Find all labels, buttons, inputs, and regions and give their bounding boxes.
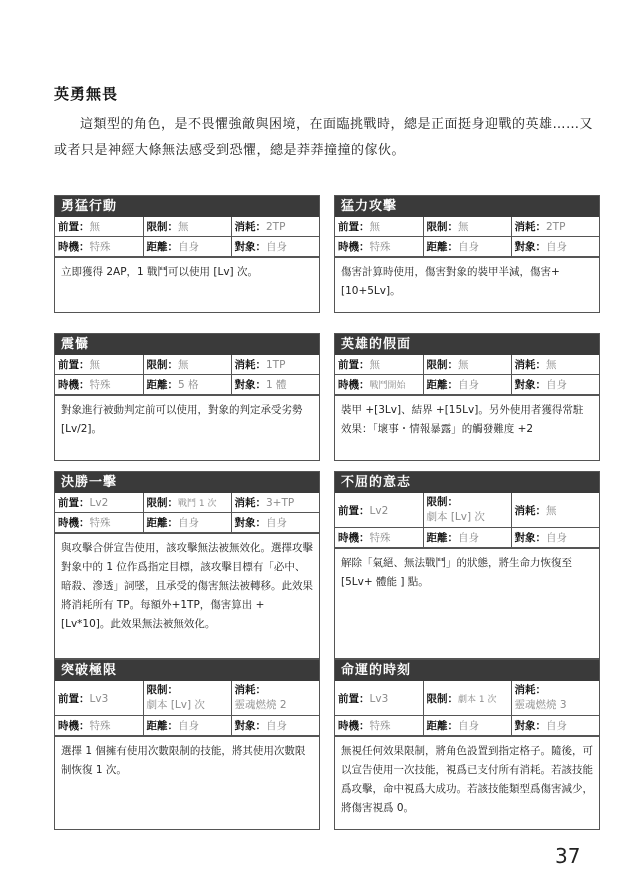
skill-title: 震懾	[55, 334, 319, 355]
skill-title: 突破極限	[55, 660, 319, 681]
skill-card	[54, 195, 320, 313]
target-cell: 對象：自身	[511, 716, 599, 736]
skill-stats	[55, 217, 319, 257]
skill-card	[54, 471, 320, 659]
skill-description: 選擇 1 個擁有使用次數限制的技能，將其使用次數限制恢復 1 次。	[55, 736, 319, 829]
timing-cell: 時機：特殊	[335, 716, 423, 736]
section-intro	[54, 112, 602, 164]
target-cell: 對象：自身	[231, 513, 319, 533]
target-cell: 對象：自身	[511, 528, 599, 548]
range-cell: 距離：自身	[423, 716, 511, 736]
skill-description: 傷害計算時使用，傷害對象的裝甲半減，傷害+[10+5Lv]。	[335, 257, 599, 312]
limit-cell: 限制：無	[423, 355, 511, 375]
limit-cell: 限制： 劇本 [Lv] 次	[143, 681, 231, 716]
target-cell: 對象：自身	[231, 237, 319, 257]
intro-paragraph: 這類型的角色，是不畏懼強敵與困境，在面臨挑戰時，總是正面挺身迎戰的英雄……又或者只是神經大條無法感受到恐懼，總是莽莽撞撞的傢伙。	[54, 117, 594, 158]
prereq-cell: 前置：Lv3	[55, 681, 143, 716]
limit-cell: 限制：無	[423, 217, 511, 237]
range-cell: 距離：5 格	[143, 375, 231, 395]
prereq-cell: 前置：Lv2	[335, 493, 423, 528]
skill-title: 命運的時刻	[335, 660, 599, 681]
skill-description: 立即獲得 2AP，1 戰鬥可以使用 [Lv] 次。	[55, 257, 319, 312]
range-cell: 距離：自身	[423, 375, 511, 395]
skill-title: 英雄的假面	[335, 334, 599, 355]
cost-cell: 消耗：無	[511, 355, 599, 375]
skill-card	[54, 333, 320, 461]
timing-cell: 時機：特殊	[55, 716, 143, 736]
range-cell: 距離：自身	[143, 237, 231, 257]
skill-description: 解除「氣絕、無法戰鬥」的狀態，將生命力恢復至 [5Lv+ 體能 ] 點。	[335, 548, 599, 658]
skill-stats	[55, 493, 319, 533]
target-cell: 對象：自身	[511, 237, 599, 257]
skill-card	[334, 471, 600, 659]
skill-description: 與攻擊合併宣告使用，該攻擊無法被無效化。選擇攻擊對象中的 1 位作爲指定目標，該攻擊目標有「必中、暗殺、滲透」詞墜，且承受的傷害無法被轉移。此效果將消耗所有 TP。每額外+1TP，傷害算出 +[Lv*10]。此效果無法被無效化。	[55, 533, 319, 658]
skill-card	[334, 195, 600, 313]
timing-cell: 時機：戰鬥開始	[335, 375, 423, 395]
skill-card	[54, 659, 320, 830]
limit-cell: 限制：劇本 1 次	[423, 681, 511, 716]
prereq-cell: 前置：Lv3	[335, 681, 423, 716]
cost-cell: 消耗： 靈魂燃燒 3	[511, 681, 599, 716]
cost-cell: 消耗：1TP	[231, 355, 319, 375]
skill-description: 對象進行被動判定前可以使用，對象的判定承受劣勢 [Lv/2]。	[55, 395, 319, 460]
target-cell: 對象：自身	[231, 716, 319, 736]
cost-cell: 消耗：無	[511, 493, 599, 528]
limit-cell: 限制：戰鬥 1 次	[143, 493, 231, 513]
prereq-cell: 前置：無	[55, 217, 143, 237]
target-cell: 對象：自身	[511, 375, 599, 395]
page-number: 37	[555, 844, 581, 868]
range-cell: 距離：自身	[423, 528, 511, 548]
skill-stats	[55, 355, 319, 395]
prereq-cell: 前置：無	[55, 355, 143, 375]
cost-cell: 消耗： 靈魂燃燒 2	[231, 681, 319, 716]
target-cell: 對象：1 體	[231, 375, 319, 395]
cost-cell: 消耗：3+TP	[231, 493, 319, 513]
timing-cell: 時機：特殊	[335, 528, 423, 548]
range-cell: 距離：自身	[143, 716, 231, 736]
skill-stats	[55, 681, 319, 736]
skill-title: 決勝一擊	[55, 472, 319, 493]
timing-cell: 時機：特殊	[55, 513, 143, 533]
range-cell: 距離：自身	[423, 237, 511, 257]
skill-stats	[335, 355, 599, 395]
skill-card	[334, 333, 600, 461]
timing-cell: 時機：特殊	[55, 375, 143, 395]
skill-stats	[335, 217, 599, 257]
cost-cell: 消耗：2TP	[231, 217, 319, 237]
limit-cell: 限制：無	[143, 355, 231, 375]
prereq-cell: 前置：Lv2	[55, 493, 143, 513]
range-cell: 距離：自身	[143, 513, 231, 533]
section-heading: 英勇無畏	[54, 85, 119, 103]
skill-stats	[335, 493, 599, 548]
skill-title: 猛力攻擊	[335, 196, 599, 217]
skill-description: 無視任何效果限制，將角色設置到指定格子。隨後，可以宣告使用一次技能，視爲已支付所有消耗。若該技能爲攻擊，命中視爲大成功。若該技能類型爲傷害減少，將傷害視爲 0。	[335, 736, 599, 829]
skill-title: 不屈的意志	[335, 472, 599, 493]
prereq-cell: 前置：無	[335, 217, 423, 237]
skill-description: 裝甲 +[3Lv]、結界 +[15Lv]。另外使用者獲得常駐效果：「壞事・情報暴露」的觸發難度 +2	[335, 395, 599, 460]
limit-cell: 限制：無	[143, 217, 231, 237]
cost-cell: 消耗：2TP	[511, 217, 599, 237]
timing-cell: 時機：特殊	[335, 237, 423, 257]
skill-card	[334, 659, 600, 830]
skill-stats	[335, 681, 599, 736]
limit-cell: 限制： 劇本 [Lv] 次	[423, 493, 511, 528]
skill-title: 勇猛行動	[55, 196, 319, 217]
prereq-cell: 前置：無	[335, 355, 423, 375]
timing-cell: 時機：特殊	[55, 237, 143, 257]
